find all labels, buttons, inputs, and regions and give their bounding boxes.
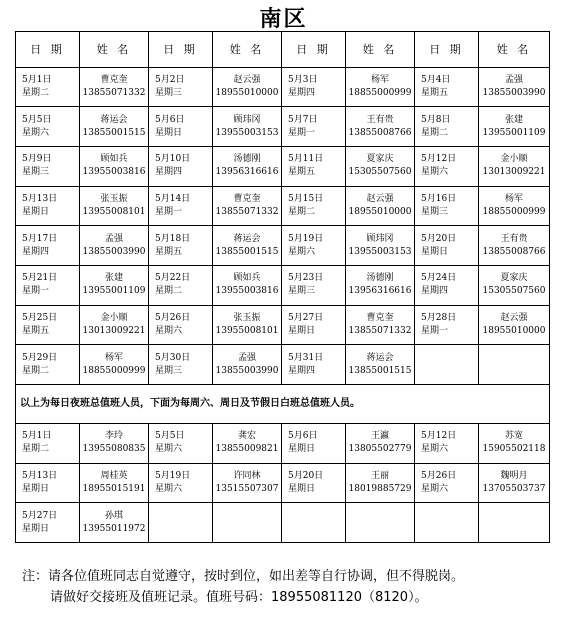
person-name: 汤德刚 (233, 154, 261, 165)
person-name: 魏明月 (500, 470, 528, 481)
person-name: 张建 (504, 114, 523, 125)
date-text: 5月18日 (155, 233, 191, 244)
date-text: 5月22日 (155, 273, 191, 284)
date-text: 5月10日 (155, 154, 191, 165)
person-cell (479, 463, 550, 503)
weekday-text: 星期六 (155, 326, 183, 337)
date-cell (16, 67, 80, 107)
person-cell (346, 463, 415, 503)
date-cell (415, 345, 479, 385)
person-name: 曹克奎 (366, 313, 394, 324)
person-cell (346, 305, 415, 345)
person-name: 张玉振 (100, 193, 128, 204)
date-cell (149, 107, 213, 147)
weekday-text: 星期四 (288, 365, 316, 376)
page-title: 南区 (259, 6, 308, 32)
person-name: 李玲 (104, 431, 123, 442)
date-text: 5月19日 (288, 233, 324, 244)
date-text: 5月5日 (22, 114, 52, 125)
date-text: 5月5日 (155, 431, 185, 442)
person-cell (346, 67, 415, 107)
person-name: 赵云强 (233, 74, 261, 85)
phone-number: 13955080835 (82, 444, 146, 455)
person-cell (213, 305, 282, 345)
night-shift-row (16, 186, 550, 226)
night-shift-row (16, 146, 550, 186)
person-cell (479, 305, 550, 345)
date-column-header: 日 期 (16, 32, 80, 68)
person-cell (80, 345, 149, 385)
weekday-text: 星期三 (155, 87, 183, 98)
phone-number: 15905502118 (482, 444, 546, 455)
person-cell (80, 503, 149, 543)
person-cell (479, 503, 550, 543)
phone-number: 13855008766 (482, 246, 546, 257)
weekday-text: 星期六 (155, 483, 183, 494)
weekday-text: 星期一 (421, 326, 449, 337)
date-text: 5月20日 (288, 470, 324, 481)
date-cell (149, 423, 213, 463)
weekday-text: 星期二 (22, 444, 50, 455)
weekday-text: 星期四 (22, 246, 50, 257)
person-cell (346, 226, 415, 266)
phone-number: 13705503737 (482, 483, 546, 494)
section-note-row (16, 385, 550, 424)
phone-number: 13855001515 (348, 365, 412, 376)
phone-number: 15305507560 (348, 167, 412, 178)
table-header-row (16, 32, 550, 68)
date-cell (149, 226, 213, 266)
person-name: 金小顺 (100, 313, 128, 324)
person-cell (80, 146, 149, 186)
weekday-text: 星期三 (22, 167, 50, 178)
footer-line-2: 请做好交接班及值班记录。值班号码：18955081120（8120）。 (50, 590, 428, 605)
person-cell (213, 107, 282, 147)
weekday-text: 星期一 (155, 206, 183, 217)
date-text: 5月15日 (288, 193, 324, 204)
phone-number: 13855001515 (215, 246, 279, 257)
date-column-header: 日 期 (415, 32, 479, 68)
date-column-header: 日 期 (282, 32, 346, 68)
date-cell (415, 67, 479, 107)
date-text: 5月25日 (22, 313, 58, 324)
weekday-text: 星期日 (155, 127, 183, 138)
weekday-text: 星期日 (288, 483, 316, 494)
phone-number: 13013009221 (82, 326, 146, 337)
date-cell (16, 423, 80, 463)
date-text: 5月8日 (421, 114, 451, 125)
weekday-text: 星期五 (155, 246, 183, 257)
date-cell (16, 146, 80, 186)
date-text: 5月4日 (421, 74, 451, 85)
person-cell (479, 107, 550, 147)
phone-number: 13955001109 (82, 286, 146, 297)
person-name: 孟强 (104, 233, 123, 244)
date-cell (415, 186, 479, 226)
date-cell (415, 226, 479, 266)
name-column-header: 姓 名 (80, 32, 149, 68)
phone-number: 13855003990 (82, 246, 146, 257)
weekday-text: 星期六 (421, 444, 449, 455)
person-cell (479, 146, 550, 186)
person-cell (346, 107, 415, 147)
person-cell (346, 345, 415, 385)
date-text: 5月20日 (421, 233, 457, 244)
person-name: 曹克奎 (100, 74, 128, 85)
date-text: 5月11日 (288, 154, 324, 165)
person-name: 王瀛 (370, 431, 389, 442)
section-note: 以上为每日夜班总值班人员，下面为每周六、周日及节假日白班总值班人员。 (16, 385, 550, 424)
date-text: 5月24日 (421, 273, 457, 284)
person-cell (479, 266, 550, 306)
person-cell (80, 226, 149, 266)
person-cell (80, 423, 149, 463)
night-shift-row (16, 107, 550, 147)
phone-number: 13955008101 (82, 206, 146, 217)
person-name: 张建 (104, 273, 123, 284)
person-cell (80, 463, 149, 503)
date-text: 5月27日 (22, 510, 58, 521)
date-cell (16, 226, 80, 266)
person-name: 曹克奎 (233, 193, 261, 204)
person-cell (479, 226, 550, 266)
date-cell (16, 503, 80, 543)
person-name: 顾如兵 (100, 154, 128, 165)
date-cell (149, 305, 213, 345)
person-name: 杨军 (370, 74, 389, 85)
phone-number: 13956316616 (215, 167, 279, 178)
person-cell (213, 146, 282, 186)
phone-number: 13855009821 (215, 444, 279, 455)
weekday-text: 星期五 (421, 87, 449, 98)
night-shift-row (16, 345, 550, 385)
date-cell (16, 463, 80, 503)
date-cell (149, 266, 213, 306)
person-name: 杨军 (104, 352, 123, 363)
date-text: 5月2日 (155, 74, 185, 85)
date-text: 5月12日 (421, 154, 457, 165)
weekday-text: 星期二 (22, 365, 50, 376)
person-name: 孟强 (504, 74, 523, 85)
date-text: 5月21日 (22, 273, 58, 284)
phone-number: 18855000999 (482, 206, 546, 217)
phone-number: 13013009221 (482, 167, 546, 178)
person-name: 蒋运会 (233, 233, 261, 244)
weekday-text: 星期二 (22, 87, 50, 98)
person-name: 夏家庆 (500, 273, 528, 284)
date-cell (282, 186, 346, 226)
person-cell (80, 266, 149, 306)
person-name: 王有贵 (500, 233, 528, 244)
weekday-text: 星期六 (421, 483, 449, 494)
phone-number: 13955011972 (82, 523, 146, 534)
date-cell (149, 186, 213, 226)
weekday-text: 星期四 (421, 286, 449, 297)
date-cell (282, 226, 346, 266)
phone-number: 13955008101 (215, 326, 279, 337)
person-name: 顾如兵 (233, 273, 261, 284)
person-cell (346, 423, 415, 463)
weekday-text: 星期二 (421, 127, 449, 138)
weekday-text: 星期日 (22, 206, 50, 217)
person-name: 王有贵 (366, 114, 394, 125)
date-cell (16, 266, 80, 306)
person-name: 苏宽 (504, 431, 523, 442)
person-cell (80, 107, 149, 147)
person-name: 王丽 (370, 470, 389, 481)
date-text: 5月28日 (421, 313, 457, 324)
date-text: 5月29日 (22, 352, 58, 363)
date-text: 5月26日 (155, 313, 191, 324)
name-column-header: 姓 名 (213, 32, 282, 68)
date-text: 5月13日 (22, 193, 58, 204)
person-cell (80, 186, 149, 226)
day-shift-row (16, 503, 550, 543)
person-name: 夏家庆 (366, 154, 394, 165)
weekday-text: 星期六 (155, 444, 183, 455)
date-cell (415, 146, 479, 186)
date-text: 5月6日 (288, 431, 318, 442)
name-column-header: 姓 名 (346, 32, 415, 68)
date-cell (149, 503, 213, 543)
date-cell (415, 423, 479, 463)
phone-number: 18019885729 (348, 483, 412, 494)
weekday-text: 星期四 (288, 87, 316, 98)
date-text: 5月14日 (155, 193, 191, 204)
date-cell (282, 463, 346, 503)
person-name: 周桂英 (100, 470, 128, 481)
date-cell (16, 345, 80, 385)
person-cell (346, 266, 415, 306)
person-cell (80, 67, 149, 107)
phone-number: 18955010000 (215, 87, 279, 98)
date-cell (415, 463, 479, 503)
weekday-text: 星期日 (22, 483, 50, 494)
date-cell (149, 345, 213, 385)
phone-number: 13855071332 (215, 206, 279, 217)
phone-number: 18955010000 (482, 326, 546, 337)
person-cell (213, 186, 282, 226)
date-cell (149, 146, 213, 186)
person-cell (213, 345, 282, 385)
person-name: 蒋运会 (366, 352, 394, 363)
person-cell (213, 226, 282, 266)
weekday-text: 星期日 (288, 444, 316, 455)
weekday-text: 星期一 (288, 127, 316, 138)
person-cell (479, 186, 550, 226)
date-text: 5月30日 (155, 352, 191, 363)
person-cell (346, 503, 415, 543)
phone-number: 18955015191 (82, 483, 146, 494)
date-cell (149, 463, 213, 503)
date-text: 5月3日 (288, 74, 318, 85)
person-name: 金小顺 (500, 154, 528, 165)
phone-number: 13855003990 (482, 87, 546, 98)
night-shift-row (16, 226, 550, 266)
footer-notice (22, 566, 464, 608)
date-text: 5月13日 (22, 470, 58, 481)
person-name: 赵云强 (366, 193, 394, 204)
person-name: 顾玮冈 (366, 233, 394, 244)
person-cell (213, 423, 282, 463)
date-text: 5月1日 (22, 74, 52, 85)
person-name: 蒋运会 (100, 114, 128, 125)
phone-number: 13855003990 (215, 365, 279, 376)
person-cell (213, 266, 282, 306)
date-cell (282, 67, 346, 107)
date-cell (282, 146, 346, 186)
weekday-text: 星期一 (22, 286, 50, 297)
date-text: 5月17日 (22, 233, 58, 244)
day-shift-row (16, 463, 550, 503)
date-text: 5月12日 (421, 431, 457, 442)
phone-number: 13955003816 (215, 286, 279, 297)
phone-number: 13805502779 (348, 444, 412, 455)
date-text: 5月16日 (421, 193, 457, 204)
person-cell (346, 146, 415, 186)
person-cell (479, 345, 550, 385)
phone-number: 18855000999 (348, 87, 412, 98)
phone-number: 13955001109 (482, 127, 546, 138)
phone-number: 13855001515 (82, 127, 146, 138)
date-cell (415, 305, 479, 345)
date-text: 5月31日 (288, 352, 324, 363)
person-name: 孟强 (237, 352, 256, 363)
weekday-text: 星期二 (155, 286, 183, 297)
person-name: 张玉振 (233, 313, 261, 324)
date-cell (282, 305, 346, 345)
person-cell (80, 305, 149, 345)
night-shift-row (16, 266, 550, 306)
date-text: 5月9日 (22, 154, 52, 165)
person-name: 赵云强 (500, 313, 528, 324)
weekday-text: 星期三 (421, 206, 449, 217)
phone-number: 13515507307 (215, 483, 279, 494)
date-text: 5月23日 (288, 273, 324, 284)
person-cell (213, 503, 282, 543)
phone-number: 13855008766 (348, 127, 412, 138)
date-text: 5月6日 (155, 114, 185, 125)
footer-line-1: 注：请各位值班同志自觉遵守，按时到位，如出差等自行协调，但不得脱岗。 (22, 569, 465, 584)
weekday-text: 星期日 (288, 326, 316, 337)
person-name: 顾玮冈 (233, 114, 261, 125)
weekday-text: 星期六 (22, 127, 50, 138)
person-cell (479, 423, 550, 463)
weekday-text: 星期日 (421, 246, 449, 257)
weekday-text: 星期六 (421, 167, 449, 178)
phone-number: 18955010000 (348, 206, 412, 217)
weekday-text: 星期日 (22, 523, 50, 534)
phone-number: 18855000999 (82, 365, 146, 376)
person-name: 孙琪 (104, 510, 123, 521)
weekday-text: 星期三 (288, 286, 316, 297)
date-cell (16, 305, 80, 345)
date-column-header: 日 期 (149, 32, 213, 68)
date-cell (282, 107, 346, 147)
date-cell (16, 186, 80, 226)
phone-number: 13955003153 (348, 246, 412, 257)
phone-number: 15305507560 (482, 286, 546, 297)
weekday-text: 星期五 (22, 326, 50, 337)
date-text: 5月27日 (288, 313, 324, 324)
duty-roster-table (15, 31, 550, 543)
date-cell (282, 423, 346, 463)
phone-number: 13955003816 (82, 167, 146, 178)
person-name: 龚宏 (237, 431, 256, 442)
date-text: 5月1日 (22, 431, 52, 442)
date-text: 5月19日 (155, 470, 191, 481)
person-cell (213, 463, 282, 503)
weekday-text: 星期六 (288, 246, 316, 257)
person-cell (479, 67, 550, 107)
day-shift-row (16, 423, 550, 463)
date-cell (415, 107, 479, 147)
name-column-header: 姓 名 (479, 32, 550, 68)
night-shift-row (16, 67, 550, 107)
phone-number: 13855071332 (82, 87, 146, 98)
weekday-text: 星期五 (288, 167, 316, 178)
weekday-text: 星期二 (288, 206, 316, 217)
night-shift-row (16, 305, 550, 345)
date-cell (415, 266, 479, 306)
phone-number: 13956316616 (348, 286, 412, 297)
person-name: 许同林 (233, 470, 261, 481)
date-cell (16, 107, 80, 147)
date-cell (415, 503, 479, 543)
person-cell (346, 186, 415, 226)
person-name: 杨军 (504, 193, 523, 204)
date-cell (149, 67, 213, 107)
date-text: 5月26日 (421, 470, 457, 481)
person-cell (213, 67, 282, 107)
date-cell (282, 345, 346, 385)
phone-number: 13855071332 (348, 326, 412, 337)
date-cell (282, 503, 346, 543)
weekday-text: 星期三 (155, 365, 183, 376)
phone-number: 13955003153 (215, 127, 279, 138)
weekday-text: 星期四 (155, 167, 183, 178)
date-text: 5月7日 (288, 114, 318, 125)
date-cell (282, 266, 346, 306)
person-name: 汤德刚 (366, 273, 394, 284)
